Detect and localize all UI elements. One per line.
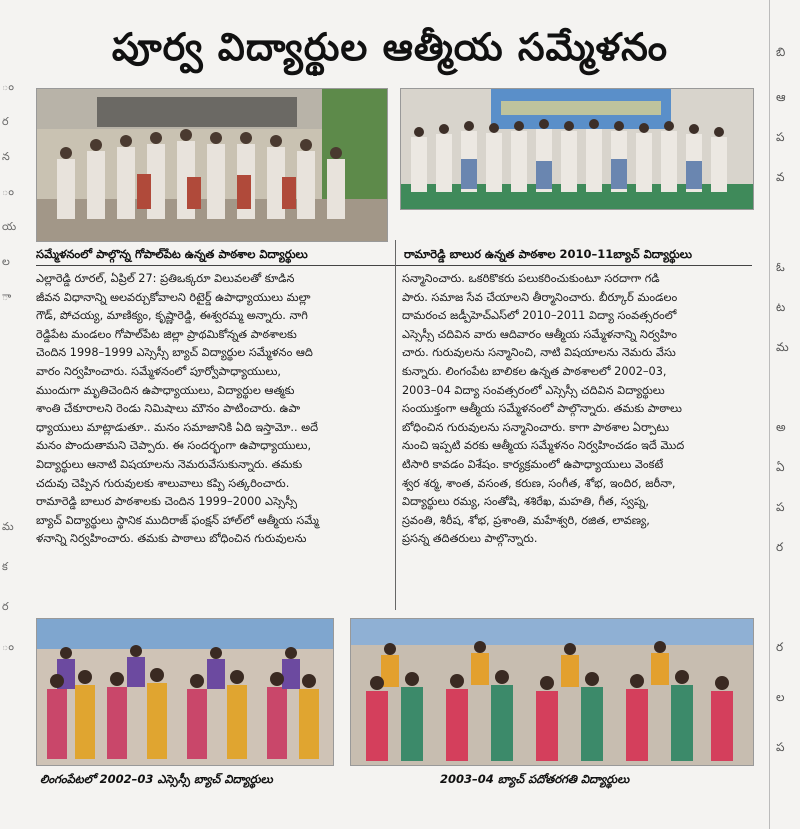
article-line: రెడ్డిపేట మండలం గోపాల్‌పేట జిల్లా ప్రాథమికోన్నత పాఠశాలకు — [36, 327, 297, 341]
article-line: దామరంచ జడ్పీహెచ్‌ఎస్‌లో 2010–2011 విద్యా సంవత్సరంలో — [402, 309, 677, 323]
photo-2003-batch-group — [350, 618, 754, 766]
article-line: ఎస్సెస్సీ చదివిన వారు ఆదివారం ఆత్మీయ సమ్మేళనాన్ని నిర్వహిం — [402, 327, 677, 341]
headline: పూర్వ విద్యార్థుల ఆత్మీయ సమ్మేళనం — [111, 25, 669, 69]
article-line: ధ్యాయులు మాట్లాడుతూ.. మనం సమాజానికి ఏది ఇస్తామో.. అదే — [36, 420, 319, 434]
caption-top-left: సమ్మేళనంలో పాల్గొన్న గోపాల్‌పేట ఉన్నత పాఠశాల విద్యార్థులు — [36, 247, 308, 261]
divider — [36, 265, 752, 266]
article-line: శ్వర శర్మ, శాంత, వసంత, కరుణ, సంగీత, శోభ, ఇందిర, జరీనా, — [402, 476, 676, 490]
article-line: జీవన విధానాన్ని అలవర్చుకోవాలని రిటైర్డ్ ఉపాధ్యాయులు మల్లా — [36, 290, 311, 304]
article-right-column — [402, 270, 754, 549]
article-line: టిసారి కావడం విశేషం. కార్యక్రమంలో ఉపాధ్యాయులు వెంకటే — [402, 457, 664, 471]
article-line: ళనాన్ని నిర్వహించారు. తమకు పాఠాలు బోధించిన గురువులను — [36, 532, 307, 546]
article-line: చారు. గురువులను సన్మానించి, నాటి విషయాలను నెమరు వేసు — [402, 346, 676, 360]
article-line: సంయుక్తంగా ఆత్మీయ సమ్మేళనంలో పాల్గొన్నారు. తమకు పాఠాలు — [402, 402, 682, 416]
article-line: బ్యాచ్ విద్యార్థులు స్థానిక ముదిరాజ్ ఫంక్షన్ హాల్‌లో ఆత్మీయ సమ్మే — [36, 513, 319, 527]
article-line: చెందిన 1998–1999 ఎస్సెస్సీ బ్యాచ్ విద్యార్థుల సమ్మేళనం ఆది — [36, 346, 313, 360]
article-line: రామారెడ్డి బాలుర పాఠశాలకు చెందిన 1999–2000 ఎస్సెస్సీ — [36, 495, 298, 509]
article-line: శాంతి చేకూరాలని రెండు నిమిషాలు మౌనం పాటించారు. ఉపా — [36, 402, 301, 416]
article-line: ప్రసన్న తదితరులు పాల్గొన్నారు. — [402, 532, 538, 546]
article-line: మనం పొందుతామని చెప్పారు. ఈ సందర్భంగా ఉపాధ్యాయులు, — [36, 439, 312, 453]
article-line: వారం నిర్వహించారు. సమ్మేళనంలో పూర్వోపాధ్యాయులు, — [36, 364, 281, 378]
adjacent-column-right-edge: బి ఆ ప వ ఓ ట మ అ ఏ ప ర ర ల ప — [769, 0, 800, 829]
article-line: ముందుగా మృతిచెందిన ఉపాధ్యాయులు, విద్యార్థుల ఆత్మకు — [36, 383, 295, 397]
caption-bottom-left: లింగంపేటలో 2002–03 ఎస్సెస్సీ బ్యాచ్ విద్యార్థులు — [40, 772, 273, 786]
article-line: 2003–04 విద్యా సంవత్సరంలో ఎస్సెస్సీ చదివిన విద్యార్థులు — [402, 383, 665, 397]
article-line: గౌడ్, పోచయ్య, మాణిక్యం, కృష్ణారెడ్డి, ఈశ్వరమ్మ అన్నారు. నాగి — [36, 309, 308, 323]
article-line: కున్నారు. లింగంపేట బాలికల ఉన్నత పాఠశాలలో 2002–03, — [402, 364, 667, 378]
article-line: నుంచి ఇప్పటి వరకు ఆత్మీయ సమ్మేళనం నిర్వహించడం ఇదే మొద — [402, 439, 685, 453]
article-line: విద్యార్థులు ఆనాటి విషయాలను నెమరువేసుకున్నారు. తమకు — [36, 457, 303, 471]
article-line: చదువు చెప్పిన గురువులకు శాలువాలు కప్పి సత్కరించారు. — [36, 476, 290, 490]
article-line: బోధించిన గురువులను సన్మానించారు. కాగా పాఠశాల ఏర్పాటు — [402, 420, 669, 434]
article-line: పారు. సమాజ సేవ చేయాలని తీర్మానించారు. బీర్కూర్ మండలం — [402, 290, 678, 304]
article-line: విద్యార్థులు రమ్య, సంతోషి, శశిరేఖ, మహతి, గీత, స్వప్న, — [402, 495, 649, 509]
caption-bottom-right: 2003–04 బ్యాచ్ పదోతరగతి విద్యార్థులు — [440, 772, 630, 786]
column-divider — [395, 240, 396, 610]
photo-lingampet-2002-group — [36, 618, 334, 766]
caption-top-right: రామారెడ్డి బాలుర ఉన్నత పాఠశాల 2010–11బ్యాచ్ విద్యార్థులు — [404, 247, 692, 261]
adjacent-column-left-edge: ం ర న ం య ల ా మ క ర ం — [2, 80, 17, 653]
article-line: స్రవంతి, శిరీష, శోభ, ప్రశాంతి, మహేశ్వరి, రజిత, లావణ్య, — [402, 513, 650, 527]
photo-gopalpet-group — [36, 88, 388, 242]
article-line: సన్మానించారు. ఒకరికొకరు పలుకరించుకుంటూ సరదాగా గడి — [402, 272, 660, 285]
article-left-column — [36, 270, 390, 549]
article-line: ఎల్లారెడ్డి రూరల్, ఏప్రిల్ 27: ప్రతిఒక్కరూ విలువలతో కూడిన — [36, 272, 295, 285]
photo-ramareddy-group — [400, 88, 754, 210]
